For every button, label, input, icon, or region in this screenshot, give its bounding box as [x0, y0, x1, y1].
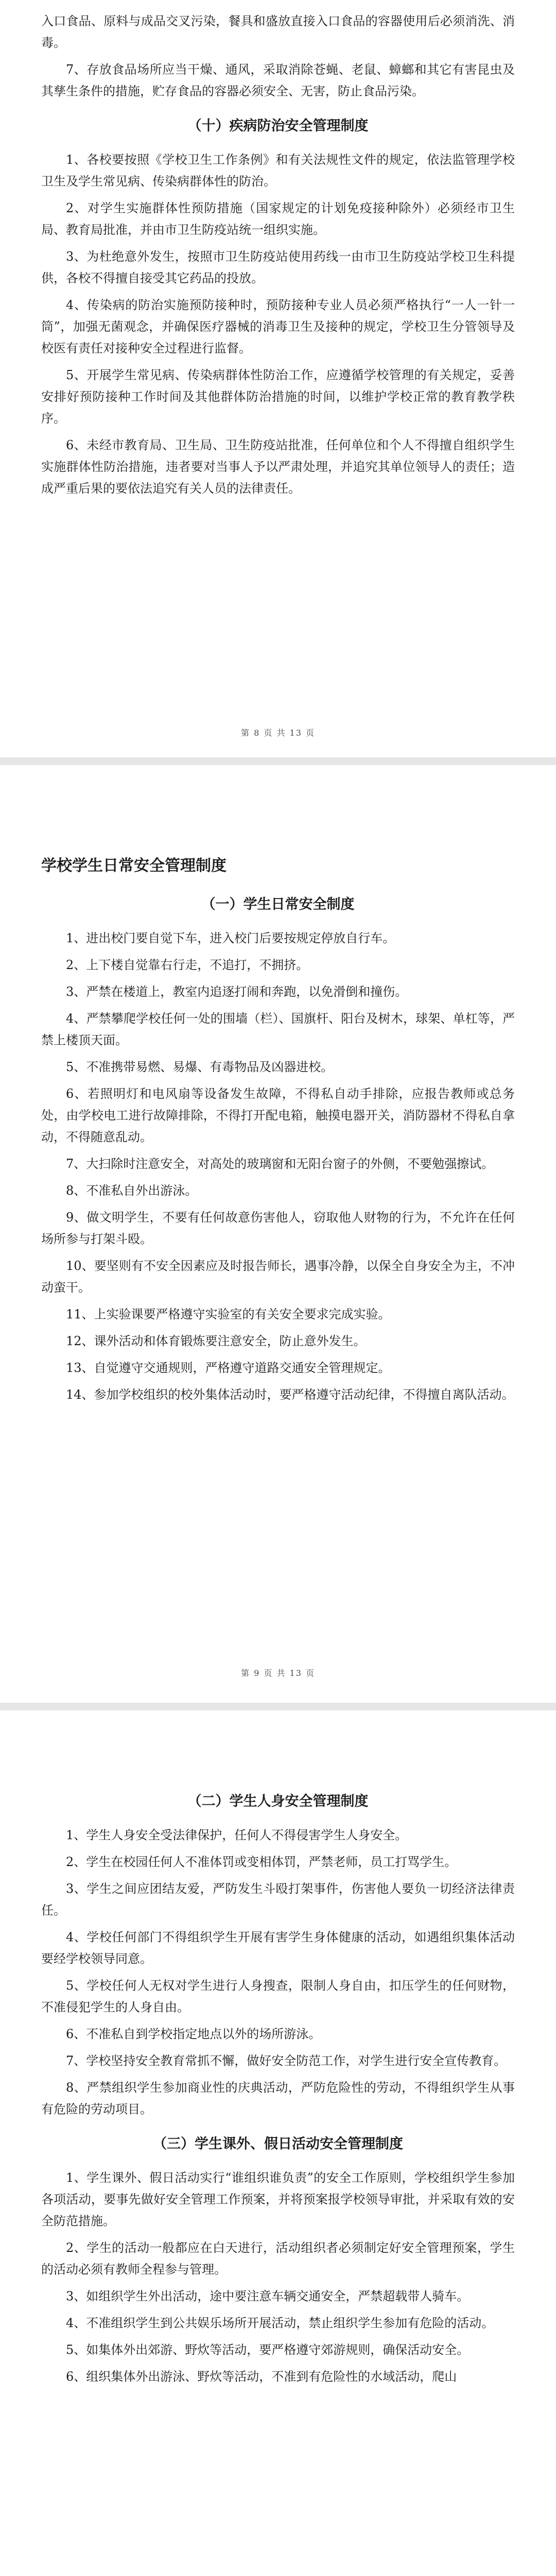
sub-title: （十）疾病防治安全管理制度: [187, 118, 369, 134]
paragraph: 7、学校坚持安全教育常抓不懈，做好安全防范工作，对学生进行安全宣传教育。: [66, 2054, 507, 2068]
paragraph: 10、要坚则有不安全因素应及时报告师长，遇事冷静，以保全自身安全为主，不冲动蛮干。: [41, 1259, 515, 1295]
document-page-8: [0, 0, 556, 757]
paragraph: 1、进出校门要自觉下车，进入校门后要按规定停放自行车。: [66, 931, 395, 945]
paragraph: 2、上下楼自觉靠右行走，不追打，不拥挤。: [66, 958, 309, 972]
paragraph: 3、为杜绝意外发生，按照市卫生防疫站使用药线一由市卫生防疫站学校卫生科提供，各校不得擅自接受其它药品的投放。: [41, 249, 515, 285]
section-title: 学校学生日常安全管理制度: [41, 857, 227, 875]
paragraph: 2、学生在校园任何人不准体罚或变相体罚，严禁老师，员工打骂学生。: [66, 1855, 457, 1869]
paragraph: 3、严禁在楼道上，教室内追逐打闹和奔跑，以免滑倒和撞伤。: [66, 985, 408, 999]
page-footer: 第 9 页 共 13 页: [241, 1668, 315, 1678]
page-footer: 第 8 页 共 13 页: [241, 728, 315, 738]
paragraph: 4、严禁攀爬学校任何一处的围墙（栏）、国旗杆、阳台及树木，球架、单杠等，严禁上楼顶天面。: [41, 1011, 515, 1047]
paragraph: 5、如集体外出郊游、野炊等活动，要严格遵守郊游规则，确保活动安全。: [66, 2343, 470, 2357]
sub-title: （三）学生课外、假日活动安全管理制度: [153, 2136, 403, 2152]
paragraph: 1、学生课外、假日活动实行“谁组织谁负责”的安全工作原则，学校组织学生参加各项活动，要事先做好安全管理工作预案，并将预案报学校领导审批，并采取有效的安全防范措施。: [41, 2171, 515, 2228]
page-content: [41, 0, 515, 499]
paragraph: 2、学生的活动一般都应在白天进行，活动组织者必须制定好安全管理预案，学生的活动必须有教师全程参与管理。: [41, 2241, 515, 2277]
paragraph: 14、参加学校组织的校外集体活动时，要严格遵守活动纪律，不得擅自离队活动。: [66, 1387, 514, 1402]
paragraph: 入口食品、原料与成品交叉污染，餐具和盛放直接入口食品的容器使用后必须消洗、消毒。: [41, 14, 515, 50]
paragraph: 2、对学生实施群体性预防措施（国家规定的计划免疫接种除外）必须经市卫生局、教育局批准，并由市卫生防疫站统一组织实施。: [41, 201, 515, 237]
document-page-10: [0, 1710, 556, 2576]
paragraph: 1、学生人身安全受法律保护，任何人不得侵害学生人身安全。: [66, 1828, 408, 1842]
page-content: [41, 1710, 515, 2387]
paragraph: 11、上实验课要严格遵守实验室的有关安全要求完成实验。: [66, 1307, 391, 1321]
paragraph: 13、自觉遵守交通规则，严格遵守道路交通安全管理规定。: [66, 1361, 391, 1375]
sub-title: （一）学生日常安全制度: [201, 896, 355, 912]
paragraph: 7、大扫除时注意安全，对高处的玻璃窗和无阳台窗子的外侧，不要勉强擦试。: [66, 1157, 494, 1171]
paragraph: 4、学校任何部门不得组织学生开展有害学生身体健康的活动，如遇组织集体活动要经学校领导同意。: [41, 1930, 515, 1966]
paragraph: 5、学校任何人无权对学生进行人身搜查，限制人身自由，扣压学生的任何财物，不准侵犯学生的人身自由。: [41, 1978, 515, 2014]
paragraph: 6、若照明灯和电风扇等设备发生故障，不得私自动手排除，应报告教师或总务处，由学校电工进行故障排除，不得打开配电箱，触摸电器开关，消防器材不得私自拿动，不得随意乱动。: [41, 1087, 515, 1144]
paragraph: 3、学生之间应团结友爱，严防发生斗殴打架事件，伤害他人要负一切经济法律责任。: [41, 1882, 515, 1918]
paragraph: 12、课外活动和体育锻炼要注意安全，防止意外发生。: [66, 1334, 366, 1348]
paragraph: 6、组织集体外出游泳、野炊等活动，不准到有危险性的水域活动，爬山: [66, 2369, 457, 2384]
paragraph: 8、不准私自外出游泳。: [66, 1183, 198, 1198]
paragraph: 8、严禁组织学生参加商业性的庆典活动，严防危险性的劳动，不得组织学生从事有危险的劳动项目。: [41, 2080, 515, 2116]
paragraph: 4、不准组织学生到公共娱乐场所开展活动，禁止组织学生参加有危险的活动。: [66, 2316, 494, 2330]
paragraph: 7、存放食品场所应当干燥、通风，采取消除苍蝇、老鼠、蟑螂和其它有害昆虫及其孳生条件的措施，贮存食品的容器必须安全、无害，防止食品污染。: [41, 62, 515, 98]
paragraph: 3、如组织学生外出活动，途中要注意车辆交通安全，严禁超载带人骑车。: [66, 2289, 470, 2303]
sub-title: （二）学生人身安全管理制度: [187, 1793, 369, 1809]
document-page-9: [0, 765, 556, 1703]
page-content: [41, 765, 515, 1405]
paragraph: 9、做文明学生，不要有任何故意伤害他人，窃取他人财物的行为，不允许在任何场所参与打架斗殴。: [41, 1210, 515, 1246]
paragraph: 4、传染病的防治实施预防接种时，预防接种专业人员必须严格执行“一人一针一筒”，加强无菌观念，并确保医疗器械的消毒卫生及接种的规定，学校卫生分管领导及校医有责任对接种安全过程进行监督。: [41, 298, 515, 355]
paragraph: 6、未经市教育局、卫生局、卫生防疫站批准，任何单位和个人不得擅自组织学生实施群体性防治措施，违者要对当事人予以严肃处理，并追究其单位领导人的责任；造成严重后果的要依法追究有关人员的法律责任。: [41, 438, 515, 496]
paragraph: 1、各校要按照《学校卫生工作条例》和有关法规性文件的规定，依法监管理学校卫生及学生常见病、传染病群体性的防治。: [41, 152, 515, 189]
paragraph: 5、开展学生常见病、传染病群体性防治工作，应遵循学校管理的有关规定，妥善安排好预防接种工作时间及其他群体防治措施的时间，以维护学校正常的教育教学秩序。: [41, 368, 515, 426]
paragraph: 6、不准私自到学校指定地点以外的场所游泳。: [66, 2027, 321, 2041]
paragraph: 5、不准携带易燃、易爆、有毒物品及凶器进校。: [66, 1060, 334, 1074]
